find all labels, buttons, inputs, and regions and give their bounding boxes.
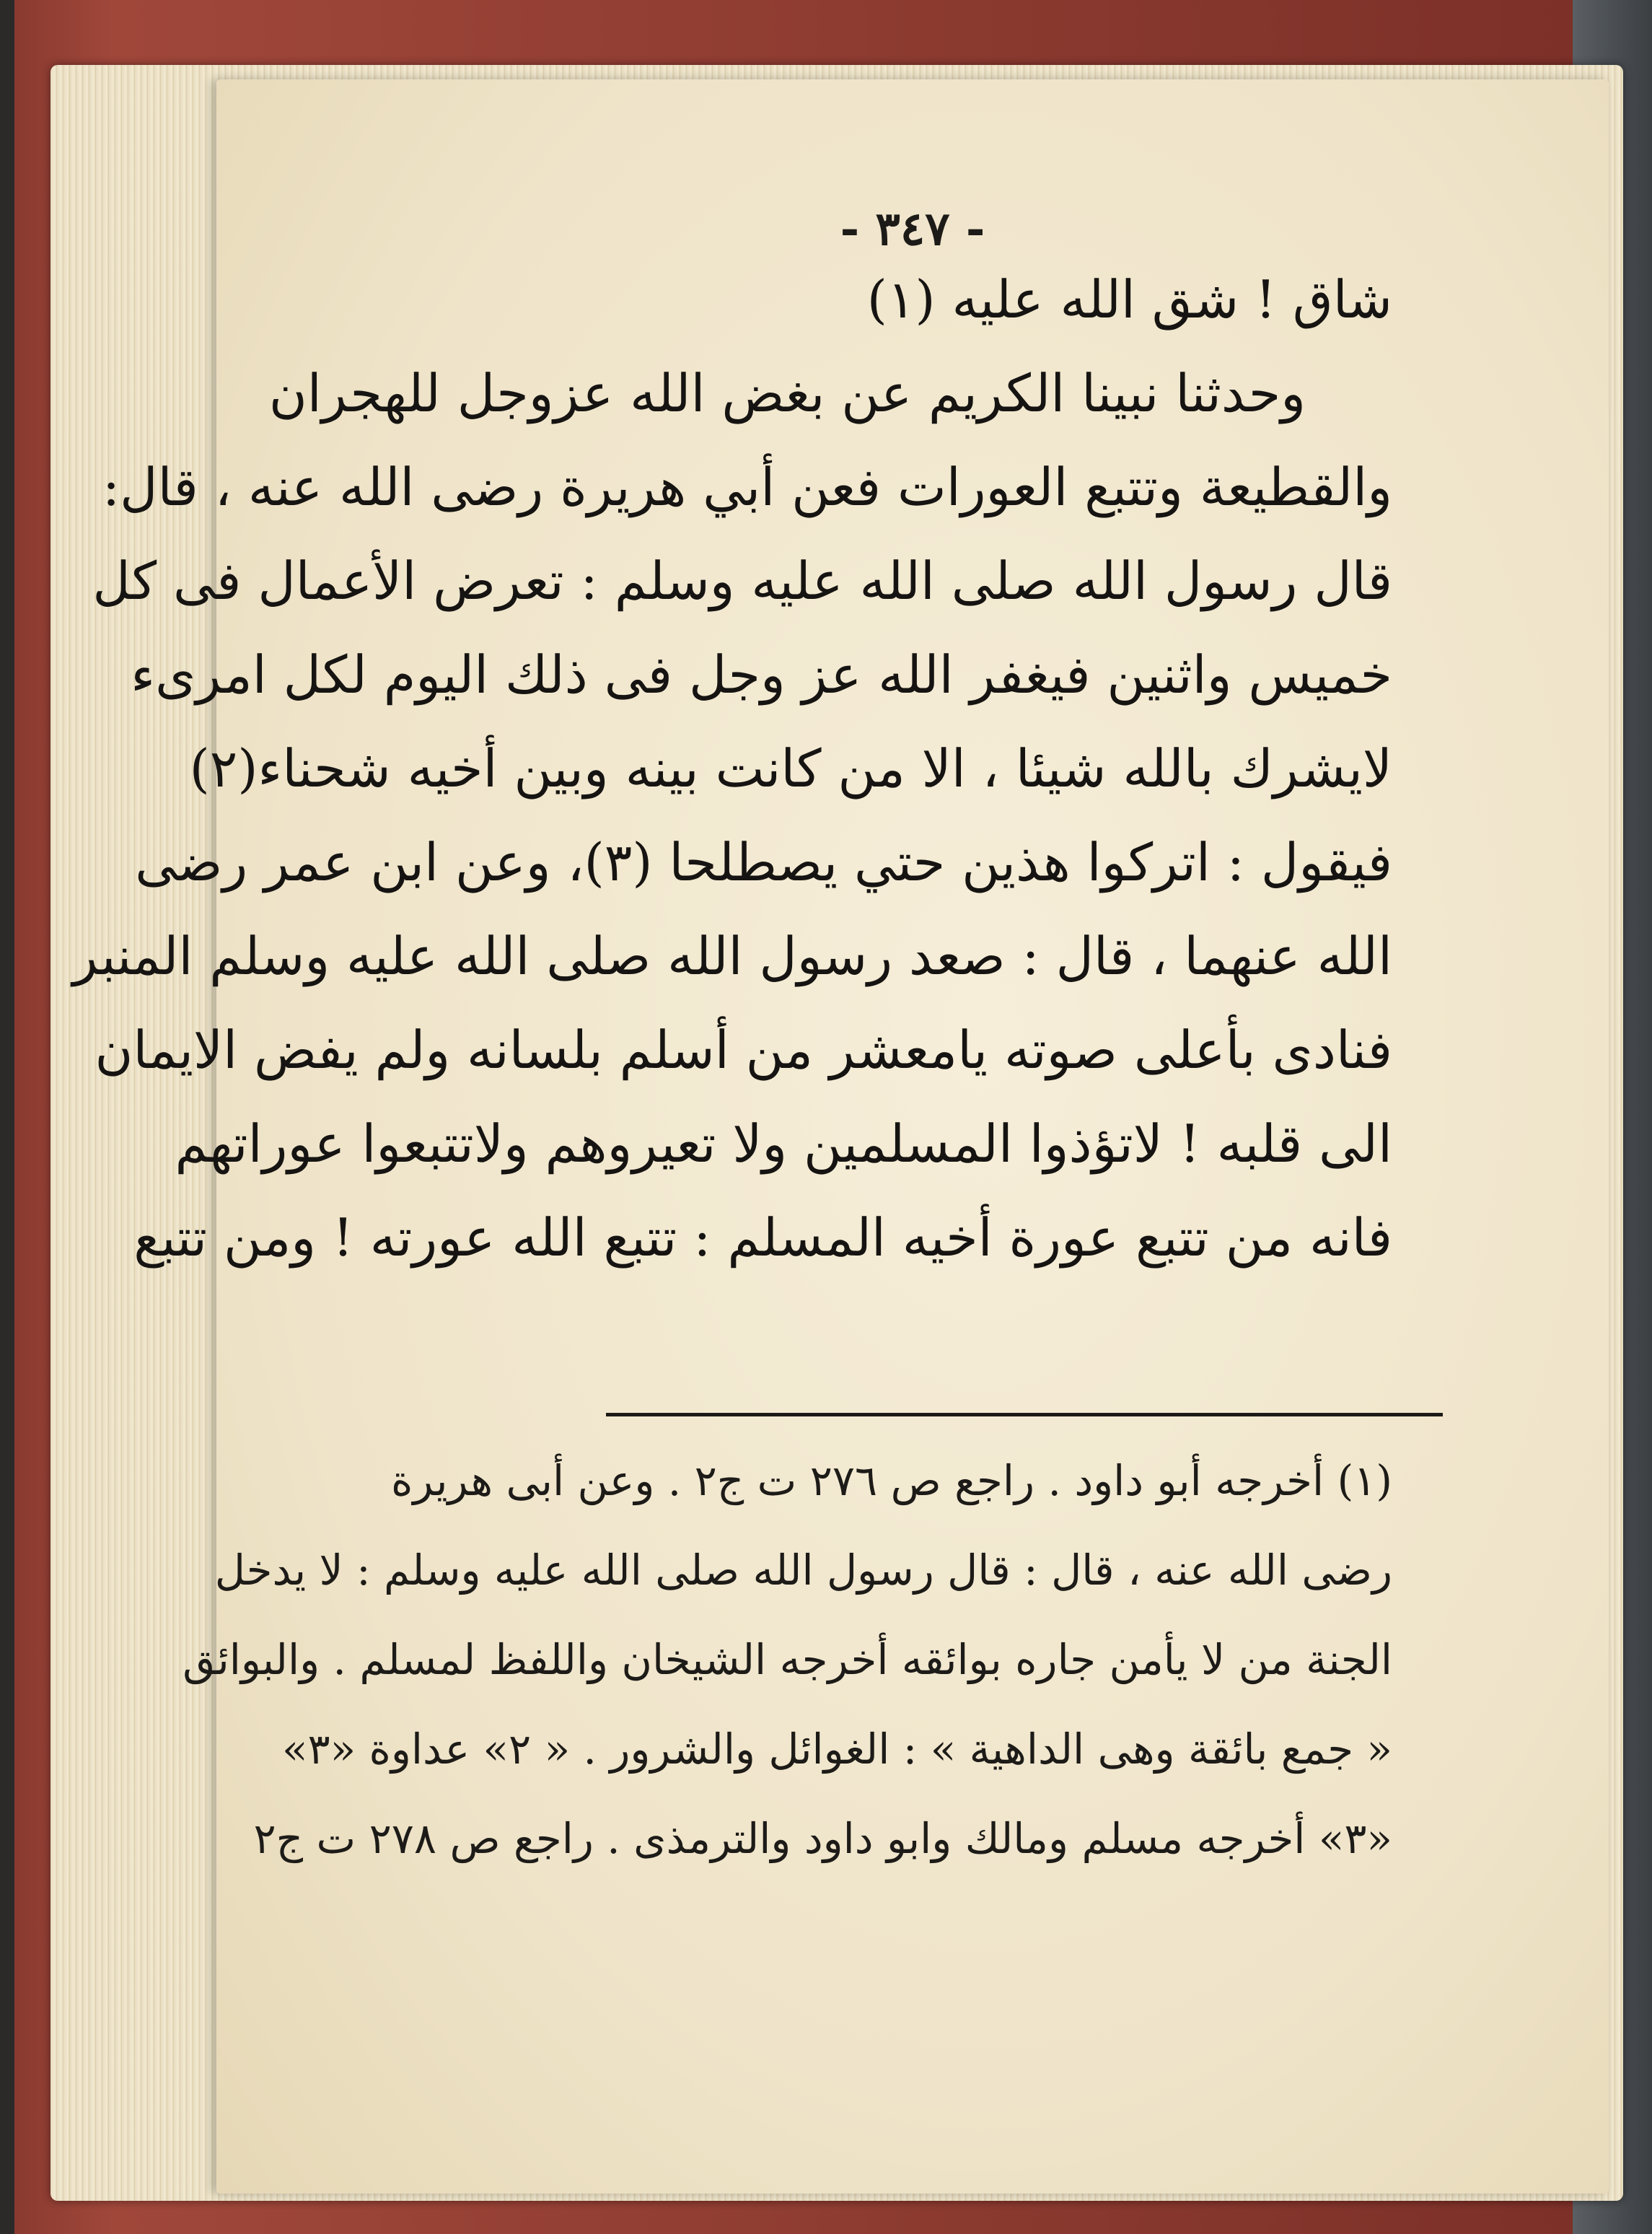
footnote-line: « جمع بائقة وهى الداهية » : الغوائل والشرور . « ٢» عداوة «٣» [281,1725,1392,1774]
body-line: فيقول : اتركوا هذين حتي يصطلحا (٣)، وعن ابن عمر رضى [135,832,1392,893]
footnote-line: الجنة من لا يأمن جاره بوائقه أخرجه الشيخان واللفظ لمسلم . والبوائق [183,1635,1392,1684]
body-line: والقطيعة وتتبع العورات فعن أبي هريرة رضى الله عنه ، قال: [102,457,1392,517]
body-line: لايشرك بالله شيئا ، الا من كانت بينه وبين أخيه شحناء(٢) [189,738,1392,799]
body-line: الله عنهما ، قال : صعد رسول الله صلى الله عليه وسلم المنبر [72,926,1392,986]
body-line: الى قلبه ! لاتؤذوا المسلمين ولا تعيروهم ولاتتبعوا عوراتهم [175,1113,1392,1174]
body-line: قال رسول الله صلى الله عليه وسلم : تعرض الأعمال فى كل [92,551,1392,611]
footnote-line: (١) أخرجه أبو داود . راجع ص ٢٧٦ ت ج٢ . وعن أبى هريرة [390,1456,1392,1505]
body-line: خميس واثنين فيغفر الله عز وجل فى ذلك اليوم لكل امرىء [131,644,1392,705]
footnotes [183,1436,1392,1883]
body-line: فانه من تتبع عورة أخيه المسلم : تتبع الله عورته ! ومن تتبع [133,1207,1392,1268]
body-line: شاق ! شق الله عليه (١) [866,269,1392,330]
footnote-line: «٣» أخرجه مسلم ومالك وابو داود والترمذى . راجع ص ٢٧٨ ت ج٢ [253,1814,1392,1863]
footnote-line: رضى الله عنه ، قال : قال رسول الله صلى الله عليه وسلم : لا يدخل [214,1546,1392,1595]
book-page [72,79,1609,2194]
page-number: - ٣٤٧ - [840,202,985,256]
body-text [72,253,1392,1284]
footnote-divider [606,1413,1443,1416]
body-line: فنادى بأعلى صوته يامعشر من أسلم بلسانه ولم يفض الايمان [95,1020,1392,1080]
body-line: وحدثنا نبينا الكريم عن بغض الله عزوجل للهجران [268,363,1306,424]
